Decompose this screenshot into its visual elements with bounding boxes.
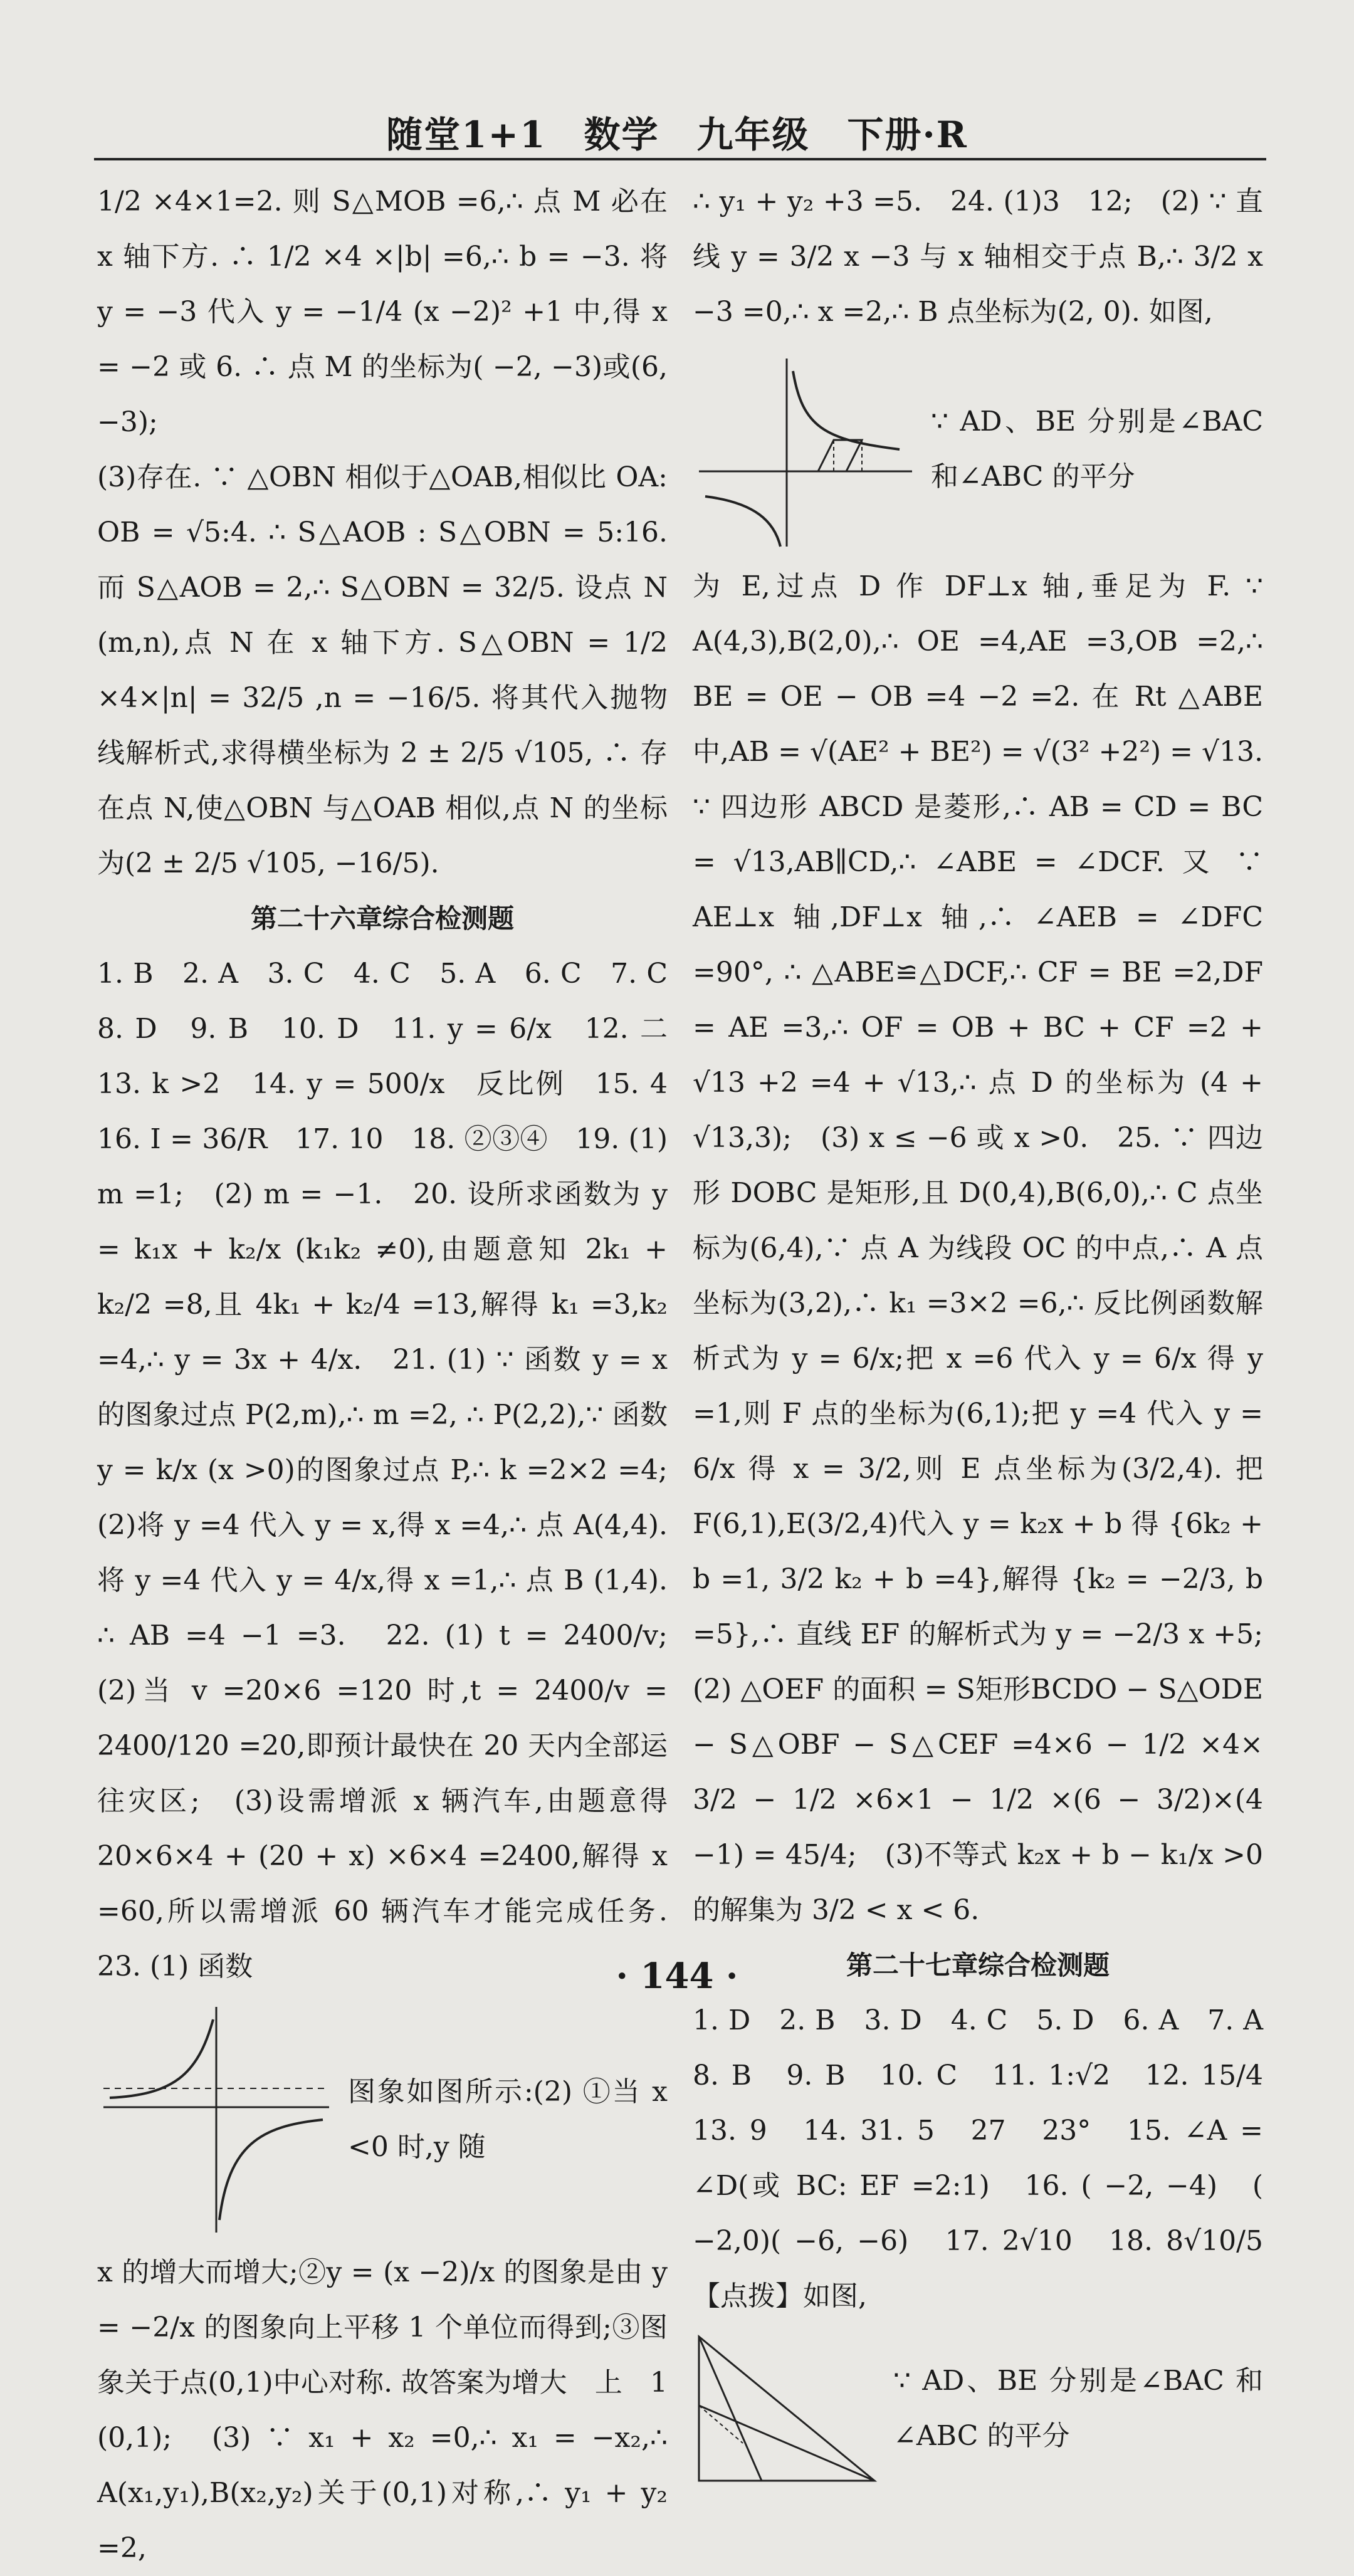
right-column	[693, 174, 1291, 2493]
left-paragraph-4: x 的增大而增大;②y = (x −2)/x 的图象是由 y = −2/x 的图象向上平移 1 个单位而得到;③图象关于点(0,1)中心对称. 故答案为增大 上 1 (0,1); (3) ∵ x₁ + x₂ =0,∴ x₁ = −x₂,∴ A(x₁,y₁),B(x₂,y₂)关于(0,1)对称,∴ y₁ + y₂ =2,	[97, 2256, 695, 2564]
chapter-27-heading: 第二十七章综合检测题	[846, 1950, 1110, 1981]
left-paragraph-1: 1/2 ×4×1=2. 则 S△MOB =6,∴ 点 M 必在 x 轴下方. ∴ 1/2 ×4 ×|b| =6,∴ b = −3. 将 y = −3 代入 y = −1/4 (x −2)² +1 中,得 x = −2 或 6. ∴ 点 M 的坐标为( −2, −3)或(6, −3);	[97, 186, 668, 438]
left-figure-caption: 图象如图所示:(2) ①当 x <0 时,y 随	[348, 2076, 668, 2163]
left-paragraph-3: 1. B 2. A 3. C 4. C 5. A 6. C 7. C 8. D 9. B 10. D 11. y = 6/x 12. 二 13. k >2 14. y = 500/x 反比例 15. 4 16. I = 36/R 17. 10 18. ②③④ 19. (1) m =1; (2) m = −1. 20. 设所求函数为 y = k₁x + k₂/x (k₁k₂ ≠0),由题意知 2k₁ + k₂/2 =8,且 4k₁ + k₂/4 =13,解得 k₁ =3,k₂ =4,∴ y = 3x + 4/x. 21. (1) ∵ 函数 y = x 的图象过点 P(2,m),∴ m =2, ∴ P(2,2),∵ 函数 y = k/x (x >0)的图象过点 P,∴ k =2×2 =4; (2)将 y =4 代入 y = x,得 x =4,∴ 点 A(4,4). 将 y =4 代入 y = 4/x,得 x =1,∴ 点 B (1,4). ∴ AB =4 −1 =3. 22. (1) t = 2400/v; (2)当 v =20×6 =120 时,t = 2400/v = 2400/120 =20,即预计最快在 20 天内全部运往灾区; (3)设需增派 x 辆汽车,由题意得 20×6×4 + (20 + x) ×6×4 =2400,解得 x =60,所以需增派 60 辆汽车才能完成任务. 23. (1) 函数	[97, 958, 695, 1982]
right-paragraph-2: 为 E,过点 D 作 DF⊥x 轴,垂足为 F. ∵ A(4,3),B(2,0),∴ OE =4,AE =3,OB =2,∴ BE = OE − OB =4 −2 =2. 在 Rt △ABE 中,AB = √(AE² + BE²) = √(3² +2²) = √13. ∵ 四边形 ABCD 是菱形,∴ AB = CD = BC = √13,AB∥CD,∴ ∠ABE = ∠DCF. 又 ∵ AE⊥x 轴,DF⊥x 轴,∴ ∠AEB = ∠DFC =90°, ∴ △ABE≌△DCF,∴ CF = BE =2,DF = AE =3,∴ OF = OB + BC + CF =2 + √13 +2 =4 + √13,∴ 点 D 的坐标为 (4 + √13,3); (3) x ≤ −6 或 x >0. 25. ∵ 四边形 DOBC 是矩形,且 D(0,4),B(6,0),∴ C 点坐标为(6,4),∵ 点 A 为线段 OC 的中点,∴ A 点坐标为(3,2),∴ k₁ =3×2 =6,∴ 反比例函数解析式为 y = 6/x;把 x =6 代入 y = 6/x 得 y =1,则 F 点的坐标为(6,1);把 y =4 代入 y = 6/x 得 x = 3/2,则 E 点坐标为(3/2,4). 把 F(6,1),E(3/2,4)代入 y = k₂x + b 得 {6k₂ + b =1, 3/2 k₂ + b =4},解得 {k₂ = −2/3, b =5},∴ 直线 EF 的解析式为 y = −2/3 x +5; (2) △OEF 的面积 = S矩形BCDO − S△ODE − S△OBF − S△CEF =4×6 − 1/2 ×4× 3/2 − 1/2 ×6×1 − 1/2 ×(6 − 3/2)×(4 −1) = 45/4; (3)不等式 k₂x + b − k₁/x >0 的解集为 3/2 < x < 6.	[693, 570, 1291, 1926]
header-rule	[94, 158, 1266, 160]
triangle-figure	[693, 2330, 1263, 2487]
right-paragraph-3: 1. D 2. B 3. D 4. C 5. D 6. A 7. A 8. B 9. B 10. C 11. 1:√2 12. 15/4 13. 9 14. 31. 5 27 23° 15. ∠A = ∠D(或 BC: EF =2:1) 16. ( −2, −4) ( −2,0)( −6, −6) 17. 2√10 18. 8√10/5 【点拨】如图,	[693, 2004, 1291, 2312]
page-number: · 144 ·	[616, 1956, 738, 1997]
right-figure-caption-2: ∵ AD、BE 分别是∠BAC 和∠ABC 的平分	[893, 2365, 1263, 2452]
hyperbola-figure	[97, 2001, 668, 2239]
left-paragraph-2: (3)存在. ∵ △OBN 相似于△OAB,相似比 OA: OB = √5:4. ∴ S△AOB : S△OBN = 5:16. 而 S△AOB = 2,∴ S△OBN = 32/5. 设点 N (m,n),点 N 在 x 轴下方. S△OBN = 1/2 ×4×|n| = 32/5 ,n = −16/5. 将其代入抛物线解析式,求得横坐标为 2 ± 2/5 √105, ∴ 存在点 N,使△OBN 与△OAB 相似,点 N 的坐标为(2 ± 2/5 √105, −16/5).	[97, 461, 668, 879]
right-figure-caption-1: ∵ AD、BE 分别是∠BAC 和∠ABC 的平分	[931, 406, 1263, 493]
rhombus-figure	[693, 346, 1263, 553]
hyperbola-graph	[97, 2001, 335, 2239]
rhombus-graph	[693, 346, 918, 553]
triangle-diagram	[693, 2330, 881, 2487]
right-paragraph-1: ∴ y₁ + y₂ +3 =5. 24. (1)3 12; (2) ∵ 直线 y = 3/2 x −3 与 x 轴相交于点 B,∴ 3/2 x −3 =0,∴ x =2,∴ B 点坐标为(2, 0). 如图,	[693, 186, 1263, 328]
page-title: 随堂1+1 数学 九年级 下册·R	[386, 113, 968, 156]
chapter-26-heading: 第二十六章综合检测题	[250, 903, 514, 934]
